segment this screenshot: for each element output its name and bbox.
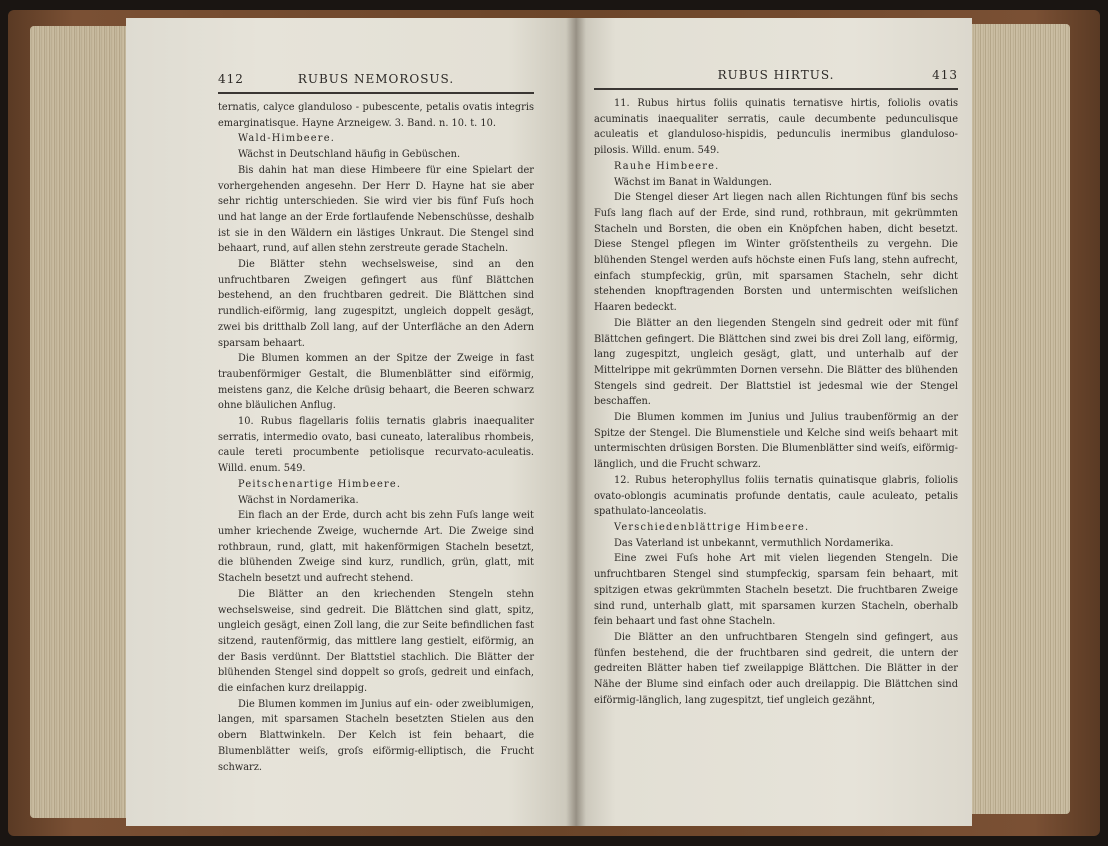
right-page-body bbox=[594, 96, 958, 708]
paragraph: Wächst in Nordamerika. bbox=[238, 494, 359, 506]
paragraph: Eine zwei Fuſs hohe Art mit vielen liegenden Stengeln. Die unfruchtbaren Stengel sind stumpfeckig, sparsam fein behaart, mit spitzigen etwas gekrümmten Stacheln besetzt. Die fruchtbaren Zweige sind rund, unterhalb glatt, mit sparsamen kurzen Stacheln, oberhalb fein behaart und fast ohne Stacheln. bbox=[594, 553, 958, 628]
left-page-body bbox=[218, 100, 534, 775]
left-running-title: RUBUS NEMOROSUS. bbox=[297, 72, 455, 86]
left-header-rule bbox=[218, 92, 534, 94]
paragraph: Die Blumen kommen im Junius und Julius traubenförmig an der Spitze der Stengel. Die Blumenstiele und Kelche sind weiſs behaart mit untermischten drüsigen Borsten. Die Blumenblätter sind weiſs, eiförmig-länglich, und die Frucht schwarz. bbox=[594, 412, 958, 471]
paragraph: Wächst in Deutschland häufig in Gebüschen. bbox=[238, 149, 461, 161]
species-entry: 10. Rubus flagellaris foliis ternatis glabris inaequaliter serratis, intermedio ovato, basi cuneato, lateralibus rhombeis, caule tereti procumbente petiolisque recurvato-aculeatis. Willd. enum. 549. bbox=[218, 416, 534, 475]
paragraph: Die Blätter an den unfruchtbaren Stengeln sind gefingert, aus fünfen bestehend, die der fruchtbaren sind gedreit, die untern der gedreiten Blätter haben tief zweilappige Blättchen. Die Blätter in der Nähe der Blume sind einfach oder auch dreilappig. Die Blättchen sind eiförmig-länglich, lang zugespitzt, tief ungleich gezähnt, bbox=[594, 631, 958, 706]
right-page bbox=[576, 18, 972, 826]
right-page-number: 413 bbox=[932, 68, 958, 82]
left-page-header bbox=[218, 72, 534, 88]
paragraph: Bis dahin hat man diese Himbeere für eine Spielart der vorhergehenden angesehn. Der Herr D. Hayne hat sie aber sehr richtig unterschieden. Sie wird vier bis fünf Fuſs hoch und hat lange an der Erde fortlaufende Nebenschüsse, deshalb ist sie in den Wäldern ein lästiges Unkraut. Die Stengel sind behaart, rund, auf allen stehn zerstreute gerade Stacheln. bbox=[218, 164, 534, 255]
paragraph: Wächst im Banat in Waldungen. bbox=[614, 176, 772, 188]
book-gutter bbox=[566, 18, 586, 826]
page-edges-left bbox=[30, 26, 132, 818]
common-name: Peitschenartige Himbeere. bbox=[238, 478, 402, 490]
paragraph: Die Blumen kommen im Junius auf ein- oder zweiblumigen, langen, mit sparsamen Stacheln besetzten Stielen aus den obern Blattwinkeln. Der Kelch ist fein behaart, die Blumenblätter weiſs, groſs eiförmig-elliptisch, die Frucht schwarz. bbox=[218, 698, 534, 773]
species-entry: 12. Rubus heterophyllus foliis ternatis quinatisque glabris, foliolis ovato-oblongis acuminatis profunde dentatis, caule aculeato, petalis spathulato-lanceolatis. bbox=[594, 474, 958, 518]
common-name: Rauhe Himbeere. bbox=[614, 160, 720, 172]
paragraph: Die Stengel dieser Art liegen nach allen Richtungen fünf bis sechs Fuſs lang flach auf der Erde, sind rund, rothbraun, mit gekrümmten Stacheln und Borsten, die oben ein Knöpfchen haben, dicht besetzt. Diese Stengel pflegen im Winter gröſstentheils zu vergehn. Die blühenden Stengel werden aufs höchste einen Fuſs lang, stehn aufrecht, einfach stumpfeckig, grün, mit sparsamen Stacheln, sehr dicht stehenden knopftragenden Borsten und untermischten weiſslichen Haaren bedeckt. bbox=[594, 192, 958, 314]
common-name: Wald-Himbeere. bbox=[238, 133, 336, 145]
right-page-header bbox=[594, 68, 958, 84]
paragraph: Ein flach an der Erde, durch acht bis zehn Fuſs lange weit umher kriechende Zweige, wuchernde Art. Die Zweige sind rothbraun, rund, glatt, mit hakenförmigen Stacheln besetzt, die blühenden Zweige sind kurz, rundlich, grün, glatt, mit Stacheln besetzt und aufrecht stehend. bbox=[218, 510, 534, 585]
species-entry: 11. Rubus hirtus foliis quinatis ternatisve hirtis, foliolis ovatis acuminatis inaequaliter serratis, caule decumbente pedunculisque aculeatis et glanduloso-hispidis, pedunculis inermibus glanduloso-pilosis. Willd. enum. 549. bbox=[594, 98, 958, 157]
page-edges-right bbox=[960, 24, 1070, 814]
left-page bbox=[126, 18, 576, 826]
right-header-rule bbox=[594, 88, 958, 90]
paragraph: Das Vaterland ist unbekannt, vermuthlich Nordamerika. bbox=[614, 537, 894, 549]
paragraph: Die Blätter stehn wechselsweise, sind an den unfruchtbaren Zweigen gefingert aus fünf Blättchen bestehend, an den fruchtbaren gedreit. Die Blättchen sind rundlich-eiförmig, lang zugespitzt, ungleich doppelt gesägt, zwei bis dritthalb Zoll lang, auf der Unterfläche an den Adern sparsam behaart. bbox=[218, 259, 534, 349]
right-running-title: RUBUS HIRTUS. bbox=[717, 68, 835, 82]
common-name: Verschiedenblättrige Himbeere. bbox=[614, 521, 810, 533]
paragraph: ternatis, calyce glanduloso - pubescente, petalis ovatis integris emarginatisque. Hayne Arzneigew. 3. Band. n. 10. t. 10. bbox=[218, 102, 534, 129]
left-page-number: 412 bbox=[218, 72, 244, 86]
paragraph: Die Blätter an den kriechenden Stengeln stehn wechselsweise, sind gedreit. Die Blättchen sind glatt, spitz, ungleich gesägt, einen Zoll lang, die zur Seite befindlichen fast sitzend, rautenförmig, das mittlere lang gestielt, eiförmig, an der Basis verdünnt. Der Blattstiel stachlich. Die Blätter der blühenden Stengel sind doppelt so groſs, gedreit und einfach, die einfachen kurz dreilappig. bbox=[218, 588, 534, 695]
paragraph: Die Blätter an den liegenden Stengeln sind gedreit oder mit fünf Blättchen gefingert. Die Blättchen sind zwei bis drei Zoll lang, eiförmig, lang zugespitzt, ungleich gesägt, glatt, und unterhalb auf der Mittelrippe mit gekrümmten Dornen versehn. Die Blätter des blühenden Stengels sind gedreit. Der Blattstiel ist jedesmal wie der Stengel beschaffen. bbox=[594, 317, 958, 408]
paragraph: Die Blumen kommen an der Spitze der Zweige in fast traubenförmiger Gestalt, die Blumenblätter sind eiförmig, meistens ganz, die Kelche drüsig behaart, die Beeren schwarz ohne bläulichen Anflug. bbox=[218, 353, 534, 412]
